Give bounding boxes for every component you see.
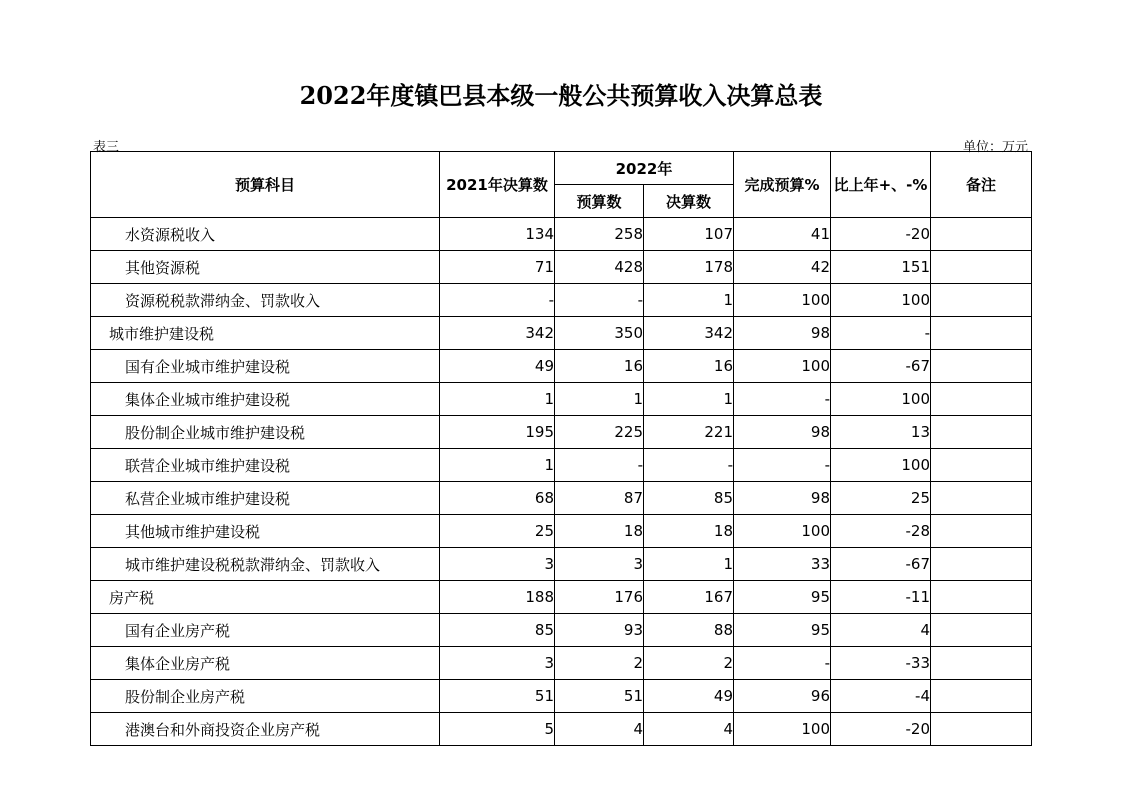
cell-note — [931, 251, 1032, 284]
cell-yoy: -28 — [831, 515, 931, 548]
cell-subject — [91, 317, 440, 350]
cell-prev-final: 342 — [440, 317, 555, 350]
cell-yoy: 100 — [831, 284, 931, 317]
cell-subject — [91, 218, 440, 251]
cell-budget: 258 — [555, 218, 644, 251]
table-row — [91, 383, 1032, 416]
subject-text: 房产税 — [109, 588, 155, 607]
cell-note — [931, 581, 1032, 614]
cell-final: 49 — [644, 680, 734, 713]
table-row — [91, 647, 1032, 680]
revenue-table — [90, 151, 1032, 746]
cell-completion: 98 — [734, 317, 831, 350]
cell-subject — [91, 383, 440, 416]
cell-yoy: -33 — [831, 647, 931, 680]
cell-prev-final: 134 — [440, 218, 555, 251]
cell-final: 107 — [644, 218, 734, 251]
cell-budget: - — [555, 449, 644, 482]
cell-yoy: -4 — [831, 680, 931, 713]
table-row — [91, 218, 1032, 251]
subject-text: 国有企业房产税 — [125, 621, 231, 640]
cell-final: 1 — [644, 383, 734, 416]
table-row — [91, 680, 1032, 713]
subject-text: 股份制企业城市维护建设税 — [125, 423, 306, 442]
cell-final: 18 — [644, 515, 734, 548]
unit-label: 单位：万元 — [962, 140, 1028, 155]
cell-budget: 4 — [555, 713, 644, 746]
cell-note — [931, 317, 1032, 350]
cell-completion: - — [734, 647, 831, 680]
cell-subject — [91, 515, 440, 548]
table-row — [91, 548, 1032, 581]
cell-final: 1 — [644, 284, 734, 317]
table-row — [91, 416, 1032, 449]
cell-yoy: -20 — [831, 218, 931, 251]
cell-subject — [91, 251, 440, 284]
subject-text: 水资源税收入 — [125, 225, 216, 244]
cell-subject — [91, 614, 440, 647]
cell-final: 221 — [644, 416, 734, 449]
cell-note — [931, 515, 1032, 548]
cell-final: - — [644, 449, 734, 482]
cell-budget: 428 — [555, 251, 644, 284]
cell-completion: 41 — [734, 218, 831, 251]
cell-note — [931, 548, 1032, 581]
subject-text: 城市维护建设税 — [109, 324, 215, 343]
cell-budget: 16 — [555, 350, 644, 383]
cell-note — [931, 350, 1032, 383]
table-row — [91, 317, 1032, 350]
cell-budget: 1 — [555, 383, 644, 416]
table-row — [91, 284, 1032, 317]
cell-completion: 96 — [734, 680, 831, 713]
header-budget: 预算数 — [555, 185, 644, 218]
cell-note — [931, 482, 1032, 515]
cell-completion: 98 — [734, 482, 831, 515]
cell-completion: 100 — [734, 350, 831, 383]
cell-yoy: 13 — [831, 416, 931, 449]
cell-yoy: -67 — [831, 548, 931, 581]
cell-prev-final: 3 — [440, 548, 555, 581]
table-row — [91, 449, 1032, 482]
cell-final: 4 — [644, 713, 734, 746]
cell-prev-final: 1 — [440, 383, 555, 416]
cell-note — [931, 284, 1032, 317]
cell-completion: 100 — [734, 713, 831, 746]
cell-yoy: -67 — [831, 350, 931, 383]
cell-subject — [91, 449, 440, 482]
subject-text: 集体企业城市维护建设税 — [125, 390, 291, 409]
cell-subject — [91, 548, 440, 581]
cell-yoy: 100 — [831, 449, 931, 482]
cell-budget: 2 — [555, 647, 644, 680]
cell-prev-final: 49 — [440, 350, 555, 383]
cell-prev-final: 85 — [440, 614, 555, 647]
cell-budget: 93 — [555, 614, 644, 647]
subject-text: 城市维护建设税税款滞纳金、罚款收入 — [125, 555, 381, 574]
subject-text: 其他资源税 — [125, 258, 201, 277]
cell-subject — [91, 713, 440, 746]
subject-text: 港澳台和外商投资企业房产税 — [125, 720, 321, 739]
cell-yoy: 25 — [831, 482, 931, 515]
cell-final: 85 — [644, 482, 734, 515]
cell-completion: 33 — [734, 548, 831, 581]
table-row — [91, 350, 1032, 383]
cell-subject — [91, 581, 440, 614]
cell-prev-final: 188 — [440, 581, 555, 614]
cell-subject — [91, 647, 440, 680]
cell-final: 1 — [644, 548, 734, 581]
header-prev-final: 2021年决算数 — [440, 152, 555, 218]
table-label: 表三 — [93, 140, 120, 155]
table-row — [91, 713, 1032, 746]
table-row — [91, 515, 1032, 548]
cell-budget: 51 — [555, 680, 644, 713]
table-row — [91, 581, 1032, 614]
cell-yoy: 100 — [831, 383, 931, 416]
cell-budget: 18 — [555, 515, 644, 548]
cell-yoy: 151 — [831, 251, 931, 284]
table-body — [91, 218, 1032, 746]
cell-subject — [91, 350, 440, 383]
cell-note — [931, 680, 1032, 713]
header-note: 备注 — [931, 152, 1032, 218]
header-final: 决算数 — [644, 185, 734, 218]
cell-note — [931, 614, 1032, 647]
cell-prev-final: 51 — [440, 680, 555, 713]
cell-prev-final: 25 — [440, 515, 555, 548]
cell-note — [931, 713, 1032, 746]
cell-subject — [91, 416, 440, 449]
header-completion: 完成预算% — [734, 152, 831, 218]
cell-completion: - — [734, 383, 831, 416]
cell-yoy: 4 — [831, 614, 931, 647]
header-subject: 预算科目 — [91, 152, 440, 218]
page-title: 2022年度镇巴县本级一般公共预算收入决算总表 — [299, 81, 823, 110]
cell-final: 2 — [644, 647, 734, 680]
cell-yoy: - — [831, 317, 931, 350]
cell-final: 16 — [644, 350, 734, 383]
cell-budget: - — [555, 284, 644, 317]
cell-note — [931, 647, 1032, 680]
cell-final: 88 — [644, 614, 734, 647]
subject-text: 集体企业房产税 — [125, 654, 231, 673]
cell-note — [931, 416, 1032, 449]
cell-completion: 95 — [734, 581, 831, 614]
cell-subject — [91, 284, 440, 317]
cell-budget: 87 — [555, 482, 644, 515]
subject-text: 股份制企业房产税 — [125, 687, 246, 706]
cell-prev-final: 195 — [440, 416, 555, 449]
cell-completion: 100 — [734, 284, 831, 317]
header-yoy: 比上年+、-% — [831, 152, 931, 218]
cell-prev-final: 1 — [440, 449, 555, 482]
cell-budget: 350 — [555, 317, 644, 350]
cell-budget: 176 — [555, 581, 644, 614]
cell-subject — [91, 482, 440, 515]
cell-prev-final: - — [440, 284, 555, 317]
cell-budget: 225 — [555, 416, 644, 449]
cell-budget: 3 — [555, 548, 644, 581]
cell-final: 167 — [644, 581, 734, 614]
cell-completion: 98 — [734, 416, 831, 449]
cell-prev-final: 68 — [440, 482, 555, 515]
cell-final: 342 — [644, 317, 734, 350]
cell-note — [931, 449, 1032, 482]
cell-prev-final: 3 — [440, 647, 555, 680]
cell-completion: 100 — [734, 515, 831, 548]
cell-completion: - — [734, 449, 831, 482]
subject-text: 国有企业城市维护建设税 — [125, 357, 291, 376]
header-year-group: 2022年 — [555, 152, 734, 185]
cell-completion: 42 — [734, 251, 831, 284]
subject-text: 联营企业城市维护建设税 — [125, 456, 291, 475]
cell-yoy: -20 — [831, 713, 931, 746]
subject-text: 私营企业城市维护建设税 — [125, 489, 291, 508]
cell-yoy: -11 — [831, 581, 931, 614]
subject-text: 资源税税款滞纳金、罚款收入 — [125, 291, 321, 310]
cell-final: 178 — [644, 251, 734, 284]
cell-note — [931, 383, 1032, 416]
table-row — [91, 614, 1032, 647]
cell-completion: 95 — [734, 614, 831, 647]
cell-prev-final: 71 — [440, 251, 555, 284]
table-row — [91, 482, 1032, 515]
subject-text: 其他城市维护建设税 — [125, 522, 261, 541]
cell-prev-final: 5 — [440, 713, 555, 746]
cell-note — [931, 218, 1032, 251]
cell-subject — [91, 680, 440, 713]
table-row — [91, 251, 1032, 284]
